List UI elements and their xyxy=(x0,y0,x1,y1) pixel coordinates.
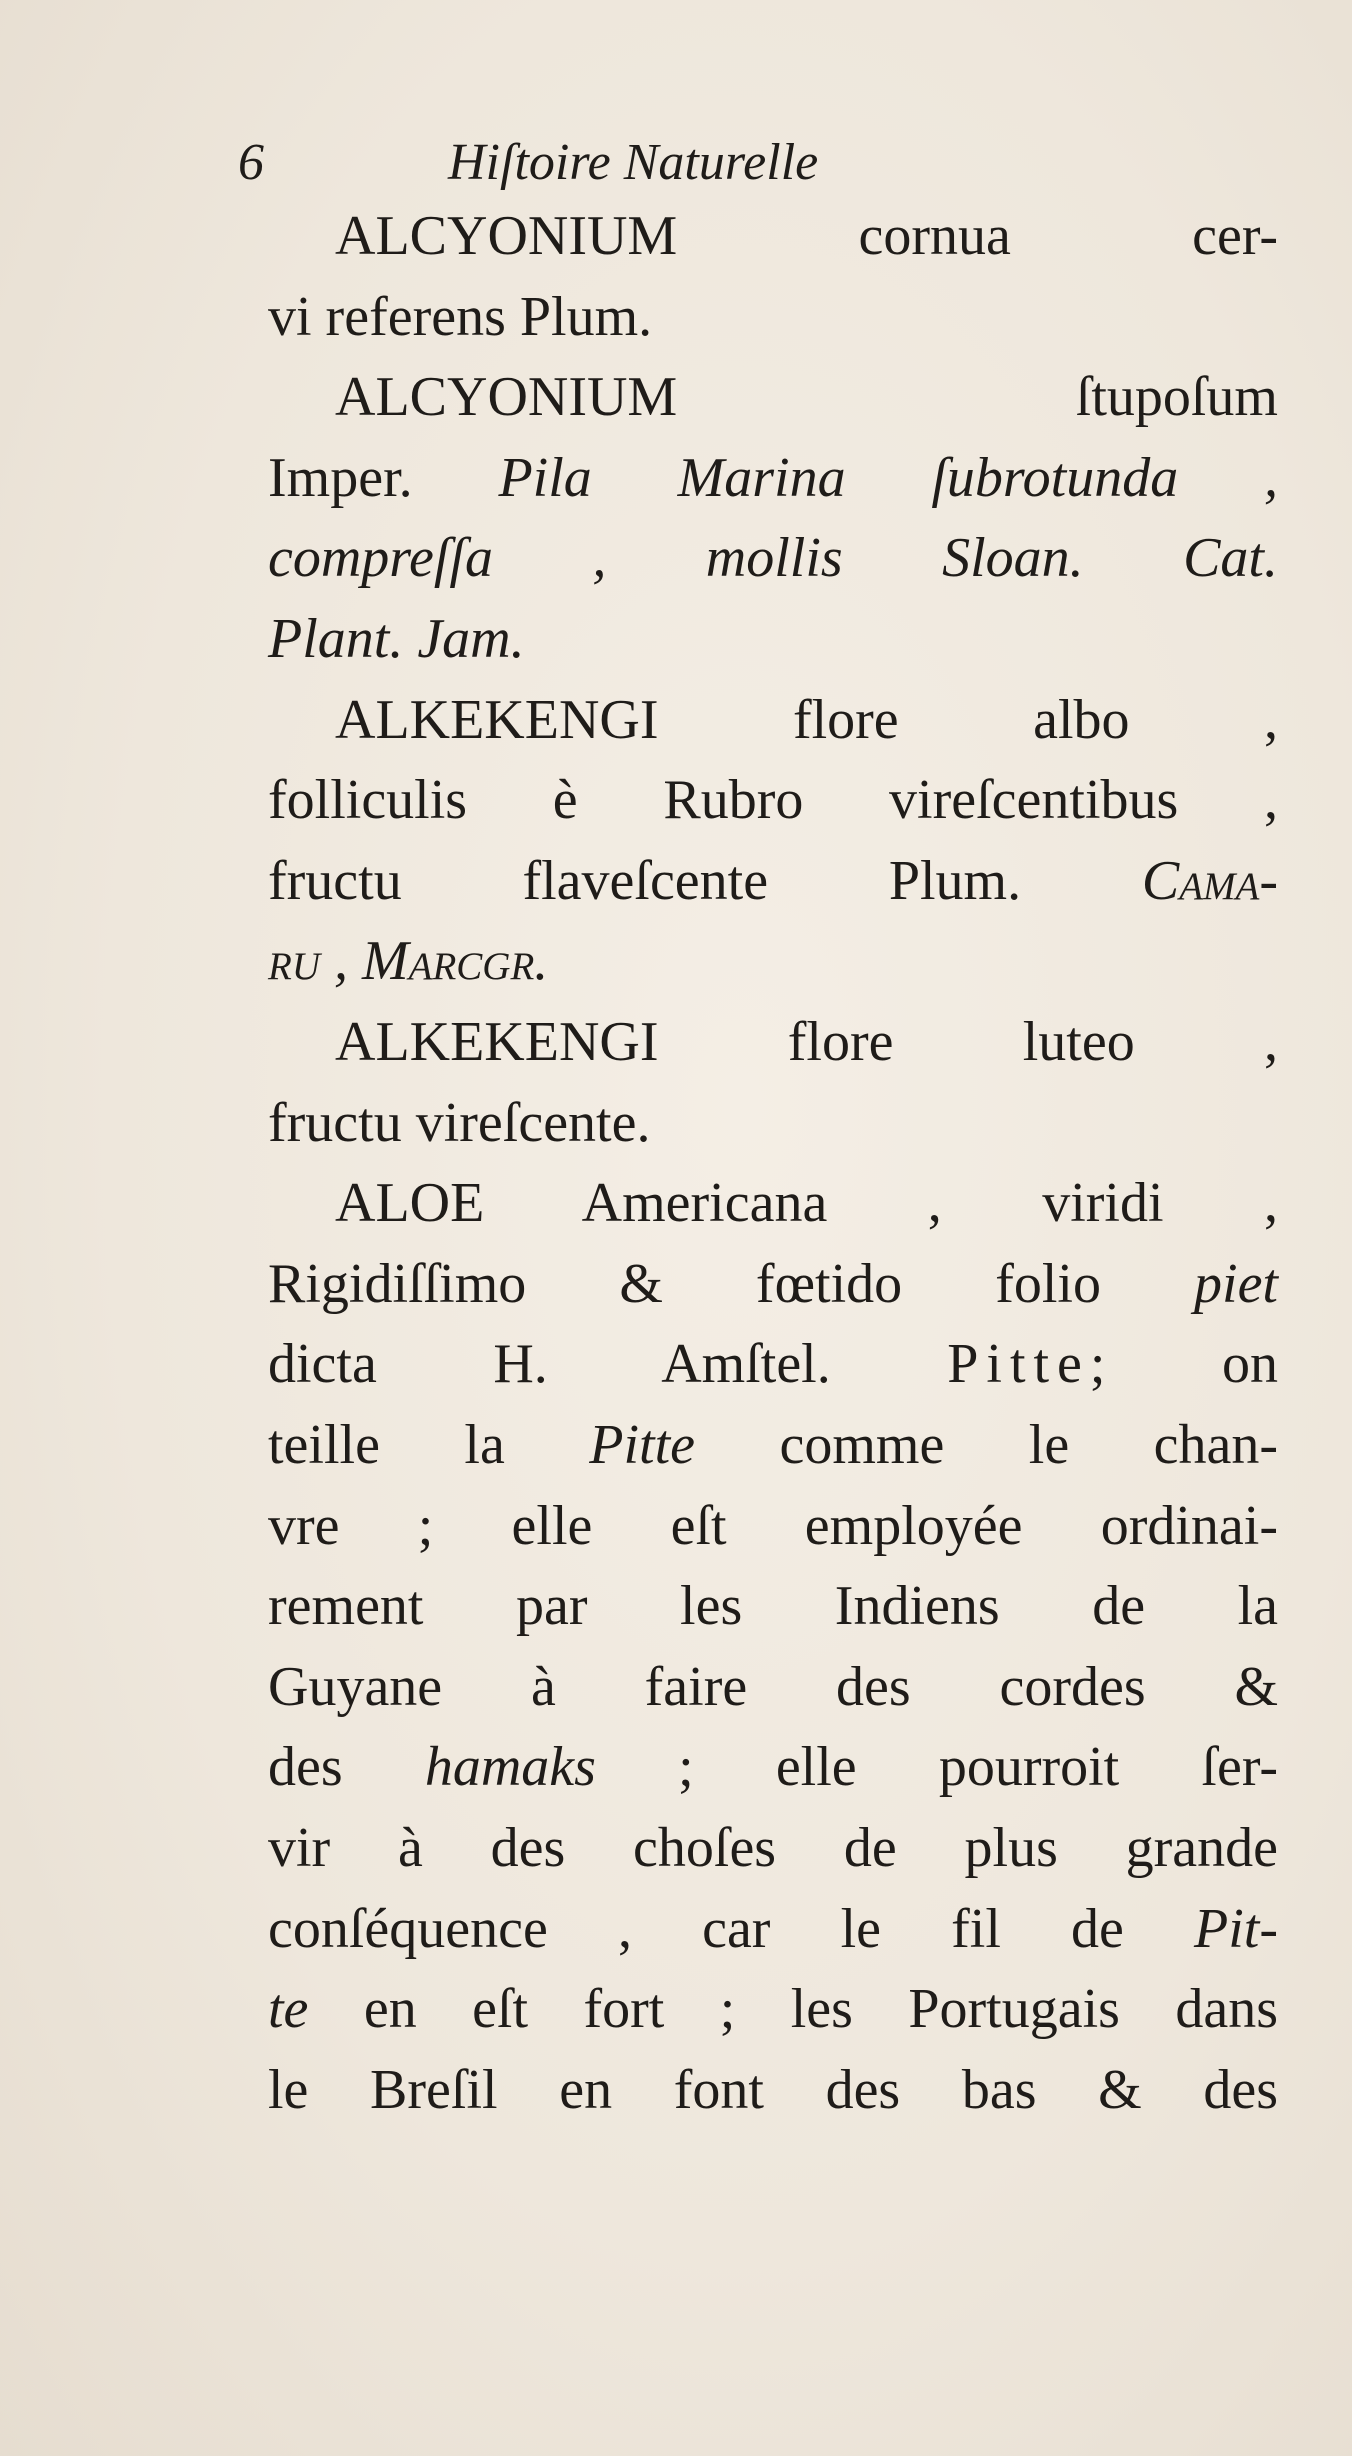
text-run: fructu flaveſcente Plum. xyxy=(268,849,1142,912)
text-run: Pit- xyxy=(1194,1897,1278,1960)
text-run: folliculis è Rubro vireſcentibus , xyxy=(268,769,1278,832)
text-run: vre ; elle eſt employée ordinai- xyxy=(268,1494,1278,1557)
text-run: Plant. Jam. xyxy=(268,608,525,670)
text-line xyxy=(268,1891,1278,1967)
text-line xyxy=(335,198,1278,274)
text-line xyxy=(268,1085,1278,1161)
text-run: ALKEKENGI flore albo , xyxy=(335,688,1278,751)
text-line xyxy=(268,2052,1278,2128)
text-run: teille la xyxy=(268,1414,590,1476)
text-run: te xyxy=(268,1978,309,2041)
text-line xyxy=(268,1649,1278,1725)
text-line xyxy=(268,843,1278,919)
text-run: piet xyxy=(1194,1252,1278,1315)
text-line xyxy=(335,1004,1278,1080)
text-line xyxy=(268,1326,1278,1402)
text-line xyxy=(268,601,1278,677)
text-line xyxy=(268,762,1278,838)
text-run: rement par les Indiens de la xyxy=(268,1575,1278,1638)
text-line xyxy=(268,1568,1278,1644)
text-run: hamaks xyxy=(424,1736,596,1799)
running-header xyxy=(238,128,1238,198)
text-run: conſéquence , car le fil de xyxy=(268,1897,1195,1960)
text-line xyxy=(268,923,1278,999)
text-line xyxy=(268,1729,1278,1805)
text-run: fructu vireſcente. xyxy=(268,1091,651,1154)
running-title: Hiſtoire Naturelle xyxy=(448,134,819,191)
text-line xyxy=(268,440,1278,516)
text-run: vi referens Plum. xyxy=(268,285,653,348)
text-run: le Breſil en font des bas & des xyxy=(268,2058,1278,2121)
text-run: des xyxy=(268,1736,425,1799)
text-run: Pila Marina ſubrotunda , xyxy=(498,446,1279,509)
text-run: Pitte xyxy=(589,1414,696,1476)
text-line xyxy=(268,1810,1278,1886)
text-line xyxy=(268,520,1278,596)
text-run: Rigidiſſimo & fœtido folio xyxy=(268,1252,1195,1315)
text-run: ; on xyxy=(1089,1333,1278,1396)
text-run: vir à des choſes de plus grande xyxy=(268,1817,1278,1879)
text-run: ru , Marcgr. xyxy=(268,930,549,993)
text-run: ALCYONIUM ſtupoſum xyxy=(335,366,1278,429)
text-run: Guyane à faire des cordes & xyxy=(268,1655,1278,1718)
text-run: Cama- xyxy=(1141,849,1278,912)
page-number: 6 xyxy=(238,134,264,191)
text-line xyxy=(268,1971,1278,2047)
text-run: compreſſa , mollis Sloan. Cat. xyxy=(268,527,1278,590)
text-line xyxy=(268,1488,1278,1564)
text-run: dicta H. Amſtel. xyxy=(268,1333,948,1396)
text-line xyxy=(268,1407,1278,1483)
text-line xyxy=(268,1246,1278,1322)
text-run: Imper. xyxy=(268,446,499,509)
text-run: Pitte xyxy=(947,1333,1090,1396)
text-run: ALOE Americana , viridi , xyxy=(335,1172,1278,1235)
text-run: comme le chan- xyxy=(695,1414,1279,1476)
text-line xyxy=(268,279,1278,355)
text-line xyxy=(335,682,1278,758)
text-run: ; elle pourroit ſer- xyxy=(595,1736,1278,1799)
text-line xyxy=(335,1165,1278,1241)
text-line xyxy=(335,359,1278,435)
text-run: ALCYONIUM cornua cer- xyxy=(335,205,1278,267)
text-run: ALKEKENGI flore luteo , xyxy=(335,1011,1278,1073)
text-run: en eſt fort ; les Portugais dans xyxy=(308,1978,1278,2041)
